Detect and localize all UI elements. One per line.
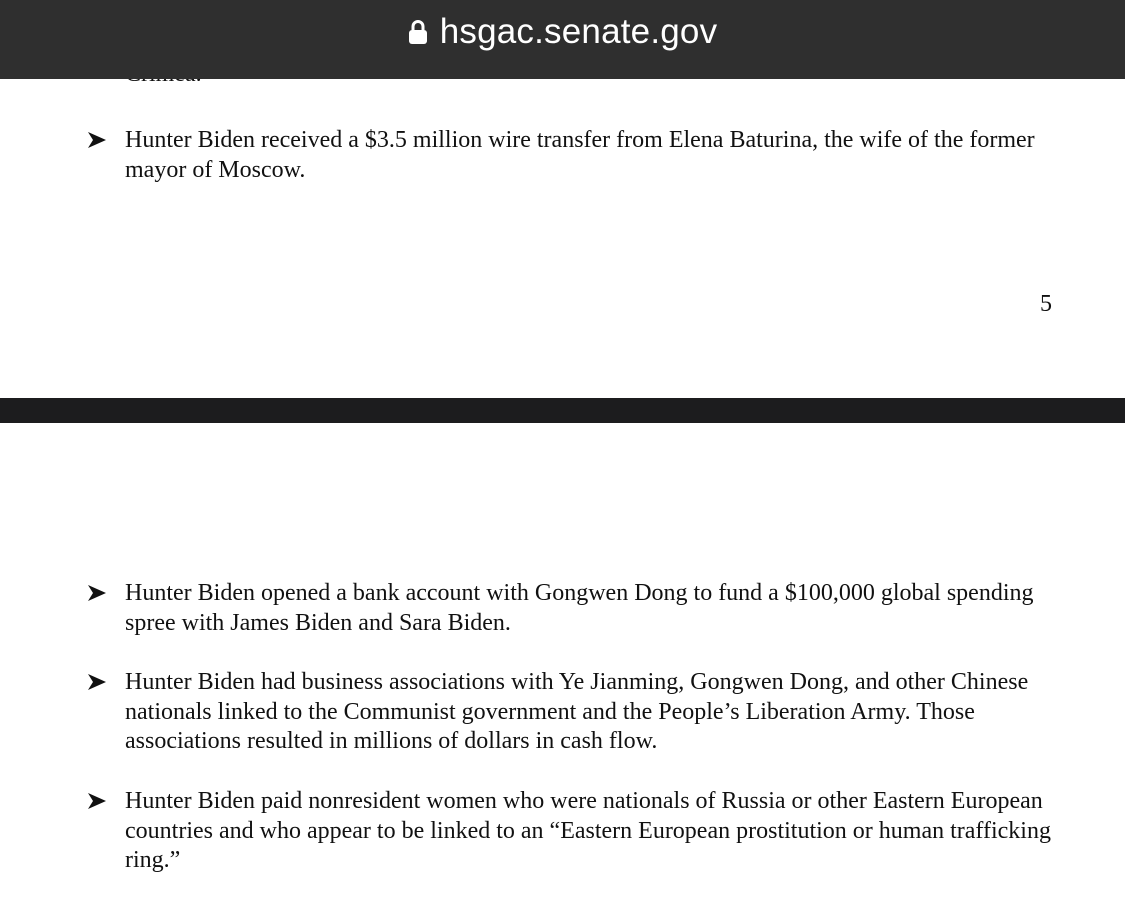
bullet-text: Hunter Biden opened a bank account with Gongwen Dong to fund a $100,000 global spending spree with James Biden and Sara Biden. — [125, 580, 1034, 636]
bullet-text: Hunter Biden had business associations with Ye Jianming, Gongwen Dong, and other Chinese nationals linked to the Communist government and the People’s Liberation Army. Those associations resulted in millions of dollars in cash flow. — [125, 669, 1029, 754]
arrow-bullet-icon — [88, 793, 106, 809]
arrow-bullet-icon — [88, 585, 106, 601]
page-separator — [0, 398, 1125, 423]
arrow-bullet-icon — [88, 674, 106, 690]
lock-icon — [408, 19, 428, 45]
arrow-bullet-icon — [88, 132, 106, 148]
page-number: 5 — [1040, 291, 1052, 317]
document-page-6 — [0, 423, 1125, 906]
url-text[interactable]: hsgac.senate.gov — [439, 11, 718, 51]
bullet-text: Hunter Biden received a $3.5 million wire transfer from Elena Baturina, the wife of the former mayor of Moscow. — [125, 127, 1035, 183]
bullet-text: Hunter Biden paid nonresident women who were nationals of Russia or other Eastern European countries and who appear to be linked to an “Eastern European prostitution or human trafficking ring.” — [125, 788, 1051, 873]
address-bar-content[interactable] — [408, 12, 718, 52]
address-bar[interactable] — [0, 0, 1125, 79]
